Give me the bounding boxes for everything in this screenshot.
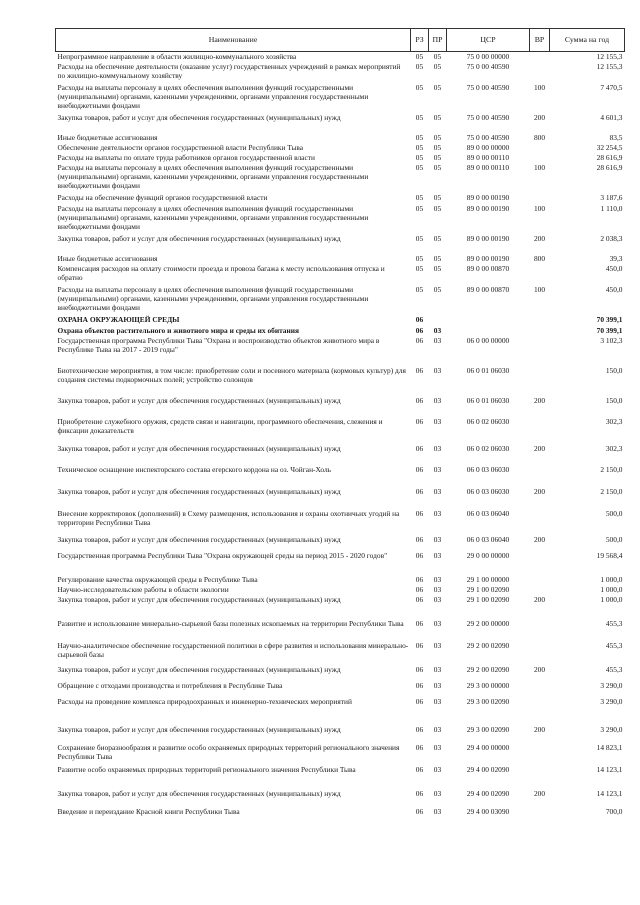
cell-csr: 29 3 00 02090 bbox=[466, 696, 510, 706]
cell-rz: 06 bbox=[415, 584, 424, 594]
cell-name: Расходы на выплаты персоналу в целях обеспечения выполнения функций государственными (муниципальными) органами, казенными учреждениями, органами управления государственными внебюджетными фондами bbox=[57, 203, 369, 231]
cell-name: Расходы на проведение комплекса природоохранных и инженерно-технических мероприятий bbox=[57, 696, 352, 706]
cell-csr: 89 0 00 00190 bbox=[466, 203, 510, 213]
cell-name: Обращение с отходами производства и потребления в Республике Тыва bbox=[57, 680, 283, 690]
cell-sum: 83,5 bbox=[609, 132, 623, 142]
cell-sum: 12 155,3 bbox=[596, 61, 623, 71]
cell-vr bbox=[530, 681, 550, 697]
cell-csr: 29 0 00 00000 bbox=[466, 550, 510, 560]
cell-name: Непрограммное направление в области жилищно-коммунального хозяйства bbox=[57, 52, 297, 61]
cell-name: Закупка товаров, работ и услуг для обеспечения государственных (муниципальных) нужд bbox=[57, 233, 341, 243]
cell-pr: 03 bbox=[433, 788, 442, 798]
cell-sum: 450,0 bbox=[605, 263, 623, 273]
cell-pr: 03 bbox=[433, 724, 442, 734]
cell-vr: 100 bbox=[533, 284, 546, 294]
cell-sum: 150,0 bbox=[605, 365, 623, 375]
table-row bbox=[56, 234, 625, 254]
cell-csr bbox=[447, 315, 530, 326]
cell-sum: 14 123,1 bbox=[596, 764, 623, 774]
cell-rz: 06 bbox=[415, 594, 424, 604]
cell-name: Техническое оснащение инспекторского состава егерского кордона на оз. Чойган-Холь bbox=[57, 464, 332, 474]
cell-rz: 06 bbox=[415, 464, 424, 474]
cell-vr bbox=[530, 336, 550, 366]
table-row bbox=[56, 366, 625, 396]
cell-sum: 700,0 bbox=[605, 806, 623, 816]
table-body bbox=[56, 52, 625, 819]
header-vr: ВР bbox=[530, 29, 550, 52]
cell-name: Научно-исследовательские работы в области экологии bbox=[57, 584, 229, 594]
cell-pr: 03 bbox=[433, 534, 442, 544]
cell-sum: 28 616,9 bbox=[596, 152, 623, 162]
cell-vr bbox=[530, 551, 550, 575]
cell-csr: 29 1 00 00000 bbox=[466, 574, 510, 584]
cell-csr: 29 4 00 00000 bbox=[466, 742, 510, 752]
cell-rz: 06 bbox=[415, 574, 424, 584]
cell-vr: 200 bbox=[533, 486, 546, 496]
cell-pr: 05 bbox=[433, 233, 442, 243]
table-row bbox=[56, 681, 625, 697]
cell-pr: 03 bbox=[433, 325, 442, 335]
cell-rz: 06 bbox=[415, 788, 424, 798]
cell-pr: 05 bbox=[433, 112, 442, 122]
table-row bbox=[56, 487, 625, 509]
cell-name: Государственная программа Республики Тыва "Охрана окружающей среды на период 2015 - 2020 годов" bbox=[57, 550, 388, 560]
header-pr: ПР bbox=[429, 29, 447, 52]
cell-rz: 06 bbox=[415, 640, 424, 650]
table-row bbox=[56, 789, 625, 807]
cell-rz: 05 bbox=[415, 152, 424, 162]
cell-csr: 89 0 00 00190 bbox=[466, 233, 510, 243]
cell-sum: 302,3 bbox=[605, 443, 623, 453]
cell-pr: 05 bbox=[433, 61, 442, 71]
cell-csr: 06 0 01 06030 bbox=[466, 395, 510, 405]
header-name: Наименование bbox=[56, 29, 411, 52]
cell-vr bbox=[530, 697, 550, 725]
cell-name: Закупка товаров, работ и услуг для обеспечения государственных (муниципальных) нужд bbox=[57, 664, 341, 674]
cell-vr: 200 bbox=[533, 443, 546, 453]
cell-sum: 500,0 bbox=[605, 534, 623, 544]
cell-pr: 03 bbox=[433, 764, 442, 774]
cell-rz: 05 bbox=[415, 52, 424, 61]
table-row bbox=[56, 193, 625, 204]
cell-csr: 29 2 00 02090 bbox=[466, 640, 510, 650]
cell-name: Расходы на выплаты по оплате труда работников органов государственной власти bbox=[57, 152, 315, 162]
cell-pr: 05 bbox=[433, 162, 442, 172]
table-row bbox=[56, 697, 625, 725]
cell-vr: 200 bbox=[533, 534, 546, 544]
cell-rz: 05 bbox=[415, 112, 424, 122]
cell-pr: 03 bbox=[433, 395, 442, 405]
cell-csr: 89 0 00 00190 bbox=[466, 192, 510, 202]
cell-vr bbox=[530, 509, 550, 535]
cell-rz: 06 bbox=[415, 508, 424, 518]
cell-sum: 7 470,5 bbox=[600, 82, 623, 92]
table-row bbox=[56, 743, 625, 765]
cell-pr: 03 bbox=[433, 806, 442, 816]
cell-rz: 05 bbox=[415, 162, 424, 172]
cell-name: Закупка товаров, работ и услуг для обеспечения государственных (муниципальных) нужд bbox=[57, 112, 341, 122]
cell-pr: 05 bbox=[433, 82, 442, 92]
cell-rz: 06 bbox=[415, 806, 424, 816]
cell-vr: 200 bbox=[533, 788, 546, 798]
cell-name: Расходы на выплаты персоналу в целях обеспечения выполнения функций государственными (муниципальными) органами, казенными учреждениями, органами управления государственными внебюджетными фондами bbox=[57, 162, 369, 190]
cell-csr: 29 1 00 02090 bbox=[466, 594, 510, 604]
cell-vr bbox=[530, 575, 550, 585]
cell-csr: 06 0 02 06030 bbox=[466, 443, 510, 453]
cell-name: Компенсация расходов на оплату стоимости проезда и провоза багажа к месту использования отпуска и обратно bbox=[57, 263, 385, 282]
cell-pr: 03 bbox=[433, 594, 442, 604]
cell-sum: 500,0 bbox=[605, 508, 623, 518]
cell-name: Научно-аналитическое обеспечение государственной политики в сфере развития и использования минерально-сырьевой базы bbox=[57, 640, 409, 659]
cell-name: Развитие и использование минерально-сырьевой базы полезных ископаемых на территории Республики Тыва bbox=[57, 618, 404, 628]
cell-vr: 200 bbox=[533, 664, 546, 674]
cell-pr: 03 bbox=[433, 664, 442, 674]
table-row bbox=[56, 396, 625, 417]
cell-name: Приобретение служебного оружия, средств связи и навигации, программного обеспечения, слежения и фиксации доказательств bbox=[57, 416, 383, 435]
cell-pr: 03 bbox=[433, 486, 442, 496]
cell-sum: 3 187,6 bbox=[600, 192, 623, 202]
cell-sum: 2 150,0 bbox=[600, 464, 623, 474]
cell-pr: 05 bbox=[433, 284, 442, 294]
cell-csr: 89 0 00 00000 bbox=[466, 142, 510, 152]
cell-csr: 06 0 03 06040 bbox=[466, 534, 510, 544]
cell-sum: 2 150,0 bbox=[600, 486, 623, 496]
table-row bbox=[56, 619, 625, 641]
cell-rz: 06 bbox=[415, 724, 424, 734]
cell-pr: 05 bbox=[433, 192, 442, 202]
cell-name: Закупка товаров, работ и услуг для обеспечения государственных (муниципальных) нужд bbox=[57, 534, 341, 544]
table-row bbox=[56, 315, 625, 326]
table-row bbox=[56, 575, 625, 585]
table-row bbox=[56, 551, 625, 575]
cell-vr bbox=[530, 264, 550, 285]
table-row bbox=[56, 285, 625, 315]
cell-vr bbox=[530, 366, 550, 396]
cell-csr: 06 0 00 00000 bbox=[466, 335, 510, 345]
table-row bbox=[56, 264, 625, 285]
cell-sum: 3 290,0 bbox=[600, 724, 623, 734]
cell-rz: 05 bbox=[415, 142, 424, 152]
cell-vr: 800 bbox=[533, 253, 546, 263]
cell-csr: 89 0 00 00110 bbox=[466, 162, 510, 172]
cell-csr: 29 1 00 02090 bbox=[466, 584, 510, 594]
cell-sum: 4 601,3 bbox=[600, 112, 623, 122]
cell-name: Биотехнические мероприятия, в том числе: приобретение соли и посевного материала (кормовых культур) для создания системы подкормочных полей; устройство солонцов bbox=[57, 365, 406, 384]
cell-name: Регулирование качества окружающей среды в Республике Тыва bbox=[57, 574, 258, 584]
cell-rz: 05 bbox=[415, 61, 424, 71]
cell-vr bbox=[530, 62, 550, 83]
cell-csr: 75 0 00 40590 bbox=[466, 82, 510, 92]
cell-sum: 1 000,0 bbox=[600, 584, 623, 594]
cell-rz: 05 bbox=[415, 253, 424, 263]
cell-name: Обеспечение деятельности органов государственной власти Республики Тыва bbox=[57, 142, 304, 152]
cell-name: Расходы на выплаты персоналу в целях обеспечения выполнения функций государственными (муниципальными) органами, казенными учреждениями, органами управления государственными внебюджетными фондами bbox=[57, 82, 369, 110]
cell-name: Закупка товаров, работ и услуг для обеспечения государственных (муниципальных) нужд bbox=[57, 443, 341, 453]
cell-pr: 05 bbox=[433, 132, 442, 142]
cell-vr bbox=[530, 641, 550, 665]
cell-sum: 19 568,4 bbox=[596, 550, 623, 560]
cell-pr: 03 bbox=[433, 443, 442, 453]
cell-sum: 3 290,0 bbox=[600, 680, 623, 690]
cell-sum: 455,3 bbox=[605, 618, 623, 628]
cell-name: Охрана объектов растительного и животного мира и среды их обитания bbox=[57, 325, 300, 335]
header-csr: ЦСР bbox=[447, 29, 530, 52]
table-row bbox=[56, 163, 625, 193]
cell-csr: 06 0 01 06030 bbox=[466, 365, 510, 375]
table-row bbox=[56, 585, 625, 595]
cell-pr: 03 bbox=[433, 696, 442, 706]
cell-vr: 200 bbox=[533, 724, 546, 734]
cell-csr: 29 4 00 02090 bbox=[466, 788, 510, 798]
cell-csr: 75 0 00 40590 bbox=[466, 61, 510, 71]
cell-name: Расходы на выплаты персоналу в целях обеспечения выполнения функций государственными (муниципальными) органами, казенными учреждениями, органами управления государственными внебюджетными фондами bbox=[57, 284, 369, 312]
cell-name: Введение и переиздание Красной книги Республики Тыва bbox=[57, 806, 240, 816]
cell-name: Расходы на обеспечение деятельности (оказание услуг) государственных учреждений в рамках мероприятий по жилищно-коммунальному хозяйству bbox=[57, 61, 401, 80]
table-header bbox=[56, 29, 625, 52]
cell-csr: 06 0 02 06030 bbox=[466, 416, 510, 426]
cell-sum: 1 000,0 bbox=[600, 594, 623, 604]
header-rz: РЗ bbox=[411, 29, 429, 52]
cell-sum: 28 616,9 bbox=[596, 162, 623, 172]
cell-pr: 03 bbox=[433, 365, 442, 375]
cell-sum: 455,3 bbox=[605, 640, 623, 650]
cell-rz: 06 bbox=[415, 443, 424, 453]
cell-name: Развитие особо охраняемых природных территорий регионального значения Республики Тыва bbox=[57, 764, 356, 774]
cell-vr bbox=[530, 465, 550, 487]
header-sum: Сумма на год bbox=[550, 29, 625, 52]
cell-pr: 05 bbox=[433, 203, 442, 213]
table-row bbox=[56, 641, 625, 665]
cell-vr: 200 bbox=[533, 112, 546, 122]
cell-sum: 455,3 bbox=[605, 664, 623, 674]
cell-sum: 1 000,0 bbox=[600, 574, 623, 584]
table-row bbox=[56, 326, 625, 336]
cell-name: Государственная программа Республики Тыва "Охрана и воспроизводство объектов животного мира в Республике Тыва на 2017 - 2019 годы" bbox=[57, 335, 380, 354]
cell-sum: 1 110,0 bbox=[600, 203, 623, 213]
cell-sum: 12 155,3 bbox=[596, 52, 623, 61]
cell-vr bbox=[530, 193, 550, 204]
table-row bbox=[56, 665, 625, 681]
cell-vr bbox=[530, 153, 550, 163]
table-row bbox=[56, 509, 625, 535]
cell-pr: 05 bbox=[433, 263, 442, 273]
cell-sum: 39,3 bbox=[609, 253, 623, 263]
cell-vr bbox=[530, 807, 550, 819]
cell-name: Закупка товаров, работ и услуг для обеспечения государственных (муниципальных) нужд bbox=[57, 486, 341, 496]
cell-rz: 05 bbox=[415, 82, 424, 92]
table-row bbox=[56, 765, 625, 789]
cell-vr bbox=[530, 619, 550, 641]
cell-vr: 100 bbox=[533, 203, 546, 213]
cell-rz: 06 bbox=[415, 534, 424, 544]
cell-pr: 03 bbox=[433, 584, 442, 594]
cell-csr: 06 0 03 06030 bbox=[466, 486, 510, 496]
cell-sum: 32 254,5 bbox=[596, 142, 623, 152]
cell-pr: 05 bbox=[433, 142, 442, 152]
table-row bbox=[56, 204, 625, 234]
cell-vr bbox=[530, 743, 550, 765]
cell-csr bbox=[447, 326, 530, 336]
cell-vr: 100 bbox=[533, 82, 546, 92]
cell-name: Иные бюджетные ассигнования bbox=[57, 132, 158, 142]
cell-vr bbox=[530, 585, 550, 595]
cell-rz: 05 bbox=[415, 263, 424, 273]
table-row bbox=[56, 153, 625, 163]
cell-pr: 03 bbox=[433, 742, 442, 752]
cell-pr: 03 bbox=[433, 550, 442, 560]
cell-sum: 14 823,1 bbox=[596, 742, 623, 752]
cell-vr bbox=[530, 315, 550, 326]
cell-pr: 05 bbox=[433, 152, 442, 162]
cell-sum: 3 102,3 bbox=[600, 335, 623, 345]
cell-name: Закупка товаров, работ и услуг для обеспечения государственных (муниципальных) нужд bbox=[57, 594, 341, 604]
cell-name: Сохранение биоразнообразия и развитие особо охраняемых природных территорий регионального значения Республики Тыва bbox=[57, 742, 400, 761]
cell-csr: 29 3 00 00000 bbox=[466, 680, 510, 690]
cell-sum: 450,0 bbox=[605, 284, 623, 294]
cell-rz: 06 bbox=[415, 550, 424, 560]
cell-csr: 75 0 00 00000 bbox=[466, 52, 510, 61]
cell-pr: 05 bbox=[433, 253, 442, 263]
cell-vr: 200 bbox=[533, 594, 546, 604]
cell-rz: 06 bbox=[415, 696, 424, 706]
cell-pr: 03 bbox=[433, 508, 442, 518]
table-row bbox=[56, 465, 625, 487]
cell-pr bbox=[429, 315, 447, 326]
cell-rz: 06 bbox=[415, 664, 424, 674]
cell-vr: 800 bbox=[533, 132, 546, 142]
cell-rz: 06 bbox=[415, 680, 424, 690]
cell-csr: 89 0 00 00190 bbox=[466, 253, 510, 263]
cell-rz: 06 bbox=[415, 416, 424, 426]
cell-rz: 06 bbox=[415, 486, 424, 496]
cell-csr: 06 0 03 06040 bbox=[466, 508, 510, 518]
cell-csr: 89 0 00 00870 bbox=[466, 263, 510, 273]
cell-rz: 06 bbox=[415, 764, 424, 774]
cell-vr bbox=[530, 765, 550, 789]
cell-pr: 03 bbox=[433, 640, 442, 650]
cell-csr: 89 0 00 00870 bbox=[466, 284, 510, 294]
cell-rz: 05 bbox=[415, 203, 424, 213]
cell-csr: 29 4 00 02090 bbox=[466, 764, 510, 774]
cell-name: Иные бюджетные ассигнования bbox=[57, 253, 158, 263]
cell-rz: 06 bbox=[415, 335, 424, 345]
cell-csr: 89 0 00 00110 bbox=[466, 152, 510, 162]
cell-pr: 03 bbox=[433, 574, 442, 584]
cell-sum: 2 038,3 bbox=[600, 233, 623, 243]
cell-rz: 06 bbox=[415, 325, 424, 335]
cell-vr bbox=[530, 52, 550, 62]
cell-csr: 29 4 00 03090 bbox=[466, 806, 510, 816]
budget-table bbox=[55, 28, 625, 819]
table-row bbox=[56, 535, 625, 551]
cell-name: Закупка товаров, работ и услуг для обеспечения государственных (муниципальных) нужд bbox=[57, 724, 341, 734]
cell-sum: 70 399,1 bbox=[596, 325, 623, 335]
table-row bbox=[56, 444, 625, 465]
cell-vr bbox=[530, 326, 550, 336]
cell-rz: 06 bbox=[415, 618, 424, 628]
cell-rz: 05 bbox=[415, 192, 424, 202]
cell-sum: 302,3 bbox=[605, 416, 623, 426]
cell-csr: 29 2 00 00000 bbox=[466, 618, 510, 628]
cell-sum: 150,0 bbox=[605, 395, 623, 405]
cell-sum: 70 399,1 bbox=[596, 314, 623, 324]
cell-rz: 06 bbox=[415, 314, 424, 324]
table-row bbox=[56, 133, 625, 143]
table-row bbox=[56, 113, 625, 133]
table-row bbox=[56, 336, 625, 366]
cell-name: Закупка товаров, работ и услуг для обеспечения государственных (муниципальных) нужд bbox=[57, 788, 341, 798]
cell-pr: 05 bbox=[433, 52, 442, 61]
table-row bbox=[56, 143, 625, 153]
cell-csr: 75 0 00 40590 bbox=[466, 112, 510, 122]
cell-vr bbox=[530, 417, 550, 444]
cell-pr: 03 bbox=[433, 618, 442, 628]
cell-rz: 06 bbox=[415, 395, 424, 405]
table-row bbox=[56, 62, 625, 83]
cell-rz: 05 bbox=[415, 233, 424, 243]
cell-rz: 06 bbox=[415, 742, 424, 752]
cell-name: Закупка товаров, работ и услуг для обеспечения государственных (муниципальных) нужд bbox=[57, 395, 341, 405]
cell-rz: 06 bbox=[415, 365, 424, 375]
cell-csr: 06 0 03 06030 bbox=[466, 464, 510, 474]
cell-vr bbox=[530, 143, 550, 153]
cell-csr: 75 0 00 40590 bbox=[466, 132, 510, 142]
cell-sum: 3 290,0 bbox=[600, 696, 623, 706]
cell-rz: 05 bbox=[415, 132, 424, 142]
table-row bbox=[56, 417, 625, 444]
cell-pr: 03 bbox=[433, 416, 442, 426]
cell-csr: 29 2 00 02090 bbox=[466, 664, 510, 674]
cell-rz: 05 bbox=[415, 284, 424, 294]
table-row bbox=[56, 595, 625, 619]
table-row bbox=[56, 725, 625, 743]
cell-name: ОХРАНА ОКРУЖАЮЩЕЙ СРЕДЫ bbox=[57, 314, 180, 324]
cell-vr: 200 bbox=[533, 233, 546, 243]
table-row bbox=[56, 807, 625, 819]
table-row bbox=[56, 83, 625, 113]
table-row bbox=[56, 52, 625, 62]
cell-name: Расходы на обеспечение функций органов государственной власти bbox=[57, 192, 268, 202]
cell-csr: 29 3 00 02090 bbox=[466, 724, 510, 734]
cell-vr: 100 bbox=[533, 162, 546, 172]
cell-name: Внесение корректировок (дополнений) в Схему размещения, использования и охраны охотничьих угодий на территории Республики Тыва bbox=[57, 508, 400, 527]
table-row bbox=[56, 254, 625, 264]
cell-pr: 03 bbox=[433, 335, 442, 345]
cell-pr: 03 bbox=[433, 464, 442, 474]
cell-sum: 14 123,1 bbox=[596, 788, 623, 798]
cell-pr: 03 bbox=[433, 680, 442, 690]
cell-vr: 200 bbox=[533, 395, 546, 405]
